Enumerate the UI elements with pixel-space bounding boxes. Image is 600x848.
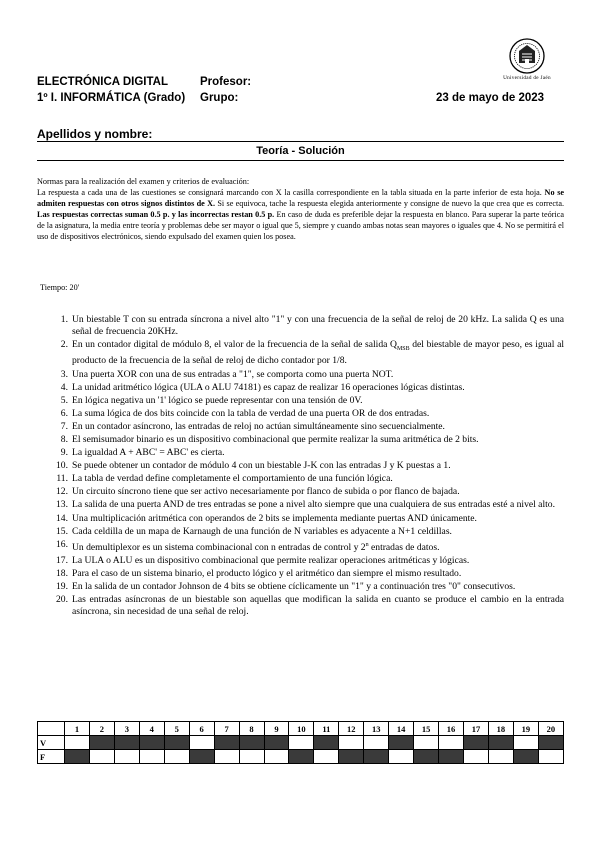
question-number: 10. xyxy=(56,460,68,472)
answer-number-cell: 9 xyxy=(264,722,289,736)
answer-number-cell: 3 xyxy=(114,722,139,736)
answer-number-cell: 12 xyxy=(339,722,364,736)
question-item xyxy=(37,339,564,367)
question-text: Para el caso de un sistema binario, el producto lógico y el aritmético dan siempre el mismo resultado. xyxy=(72,568,462,580)
answer-number-cell: 2 xyxy=(89,722,114,736)
answer-cell[interactable] xyxy=(439,750,464,764)
answer-row-v xyxy=(38,736,564,750)
question-number: 3. xyxy=(60,368,68,380)
answer-cell[interactable] xyxy=(264,750,289,764)
answer-cell[interactable] xyxy=(464,750,489,764)
question-number: 9. xyxy=(60,447,68,459)
question-text: Las entradas asíncronas de un biestable son aquellas que modifican la salida en cuanto se produce el cambio en la entrada asíncrona, sin necesidad de una señal de reloj. xyxy=(72,594,564,618)
answer-cell[interactable] xyxy=(239,750,264,764)
answer-cell[interactable] xyxy=(189,750,214,764)
question-text: En lógica negativa un '1' lógico se puede representar con una tensión de 0V. xyxy=(72,394,363,406)
answer-cell[interactable] xyxy=(538,736,563,750)
section-title: Teoría - Solución xyxy=(256,145,345,157)
answer-cell[interactable] xyxy=(513,736,538,750)
question-text: Un biestable T con su entrada síncrona a nivel alto "1" y con una frecuencia de la señal de reloj de 20 kHz. La salida Q es una señal de frecuencia 20KHz. xyxy=(72,314,564,338)
degree-title: 1º I. INFORMÁTICA (Grado) xyxy=(37,92,186,104)
question-item xyxy=(37,526,564,538)
question-item xyxy=(37,513,564,525)
question-text: En un contador digital de módulo 8, el valor de la frecuencia de la señal de salida Q xyxy=(72,339,397,351)
answer-cell[interactable] xyxy=(114,736,139,750)
question-item xyxy=(37,434,564,446)
question-text: Un demultiplexor es un sistema combinacional con n entradas de control y 2 xyxy=(72,541,366,553)
answer-cell[interactable] xyxy=(264,736,289,750)
question-item xyxy=(37,421,564,433)
answer-cell[interactable] xyxy=(164,750,189,764)
answer-row-label: V xyxy=(38,736,65,750)
answer-number-cell: 1 xyxy=(65,722,90,736)
answer-row-f xyxy=(38,750,564,764)
question-text: Se puede obtener un contador de módulo 4 con un biestable J-K con las entradas J y K puestas a 1. xyxy=(72,460,451,472)
question-number: 14. xyxy=(56,512,68,524)
question-number: 5. xyxy=(60,394,68,406)
answer-number-cell: 15 xyxy=(414,722,439,736)
answer-number-cell: 13 xyxy=(364,722,389,736)
question-text: La salida de una puerta AND de tres entradas se pone a nivel alto siempre que una cualquiera de sus entradas esté a nivel alto. xyxy=(72,499,555,511)
answer-cell[interactable] xyxy=(65,736,90,750)
answer-cell[interactable] xyxy=(364,750,389,764)
course-title: ELECTRÓNICA DIGITAL xyxy=(37,76,168,88)
question-number: 7. xyxy=(60,420,68,432)
answer-number-cell: 6 xyxy=(189,722,214,736)
answer-number-cell: 14 xyxy=(389,722,414,736)
answer-cell[interactable] xyxy=(89,736,114,750)
answer-cell[interactable] xyxy=(289,750,314,764)
answer-header-row xyxy=(38,722,564,736)
answer-corner-cell xyxy=(38,722,65,736)
question-item xyxy=(37,555,564,567)
answer-table xyxy=(37,721,564,764)
question-item xyxy=(37,395,564,407)
group-label: Grupo: xyxy=(200,92,239,104)
answer-cell[interactable] xyxy=(139,736,164,750)
answer-cell[interactable] xyxy=(239,736,264,750)
question-text: La tabla de verdad define completamente el comportamiento de una función lógica. xyxy=(72,473,393,485)
rules-text-e: En caso de duda es preferible dejar la respuesta en blanco. Para superar la parte teórica de la asignatura, la media entre teoría y problemas debe ser mayor o igual que 5, siempre y cuando ambas notas sean mayores o iguales que 4. No se permitirá el uso de dispositivos electrónicos, siendo expulsado del examen quien los posea. xyxy=(37,210,565,241)
question-item xyxy=(37,486,564,498)
answer-cell[interactable] xyxy=(439,736,464,750)
rules-text-c: Si se equivoca, tache la respuesta elegida anteriormente y consigne de nuevo la que crea que es correcta. xyxy=(217,199,564,208)
answer-cell[interactable] xyxy=(364,736,389,750)
q16-rest: entradas de datos. xyxy=(368,541,440,553)
question-text: Una multiplicación aritmética con operandos de 2 bits se implementa mediante puertas AND únicamente. xyxy=(72,512,477,524)
question-item xyxy=(37,473,564,485)
question-text: El semisumador binario es un dispositivo combinacional que permite realizar la suma aritmética de 2 bits. xyxy=(72,433,479,445)
answer-cell[interactable] xyxy=(339,736,364,750)
answer-row-label: F xyxy=(38,750,65,764)
question-item xyxy=(37,369,564,381)
answer-number-cell: 8 xyxy=(239,722,264,736)
answer-number-cell: 17 xyxy=(464,722,489,736)
time-limit: Tiempo: 20' xyxy=(40,283,80,292)
name-line xyxy=(37,141,564,142)
section-divider xyxy=(37,160,564,161)
answer-cell[interactable] xyxy=(538,750,563,764)
question-number: 4. xyxy=(60,381,68,393)
answer-cell[interactable] xyxy=(89,750,114,764)
q2-subscript: MSB xyxy=(396,346,410,353)
question-text: La igualdad A + ABC' = ABC' es cierta. xyxy=(72,447,225,459)
question-text: Un circuito síncrono tiene que ser activo necesariamente por flanco de subida o por flanco de bajada. xyxy=(72,486,460,498)
answer-cell[interactable] xyxy=(214,750,239,764)
rules-text-d: Las respuestas correctas suman 0.5 p. y las incorrectas restan 0.5 p. xyxy=(37,210,275,219)
question-text: En un contador asíncrono, las entradas de reloj no actúan simultáneamente sino secuencialmente. xyxy=(72,420,445,432)
question-text: Una puerta XOR con una de sus entradas a "1", se comporta como una puerta NOT. xyxy=(72,368,394,380)
question-number: 18. xyxy=(56,568,68,580)
question-number: 11. xyxy=(56,473,68,485)
answer-number-cell: 18 xyxy=(488,722,513,736)
answer-cell[interactable] xyxy=(488,736,513,750)
answer-number-cell: 10 xyxy=(289,722,314,736)
question-number: 2. xyxy=(60,339,68,351)
question-number: 8. xyxy=(60,433,68,445)
answer-cell[interactable] xyxy=(339,750,364,764)
answer-cell[interactable] xyxy=(189,736,214,750)
question-item xyxy=(37,382,564,394)
rules-title: Normas para la realización del examen y criterios de evaluación: xyxy=(37,177,250,186)
question-number: 16. xyxy=(56,538,68,550)
question-item xyxy=(37,460,564,472)
university-name: Universidad de Jaén xyxy=(503,75,551,81)
question-number: 13. xyxy=(56,499,68,511)
answer-cell[interactable] xyxy=(464,736,489,750)
question-item xyxy=(37,314,564,338)
professor-label: Profesor: xyxy=(200,76,252,88)
question-item xyxy=(37,447,564,459)
answer-number-cell: 7 xyxy=(214,722,239,736)
answer-cell[interactable] xyxy=(65,750,90,764)
question-item xyxy=(37,539,564,554)
question-number: 15. xyxy=(56,525,68,537)
question-item xyxy=(37,568,564,580)
answer-cell[interactable] xyxy=(164,736,189,750)
university-logo xyxy=(494,38,560,81)
q2-rest: del biestable de mayor peso, es igual al producto de la frecuencia de la señal de reloj de dicho contador por 1/8. xyxy=(72,339,564,367)
answer-number-cell: 11 xyxy=(314,722,339,736)
rules-text-b: No se admiten respuestas con otros signos distintos de X. xyxy=(37,188,565,208)
answer-cell[interactable] xyxy=(214,736,239,750)
question-item xyxy=(37,499,564,511)
question-number: 12. xyxy=(56,486,68,498)
answer-number-cell: 4 xyxy=(139,722,164,736)
university-seal-icon xyxy=(509,38,545,74)
answer-cell[interactable] xyxy=(488,750,513,764)
question-list xyxy=(37,314,564,620)
question-item xyxy=(37,581,564,593)
question-text: La suma lógica de dos bits coincide con la tabla de verdad de una puerta OR de dos entradas. xyxy=(72,407,430,419)
name-label: Apellidos y nombre: xyxy=(37,127,153,141)
answer-cell[interactable] xyxy=(414,736,439,750)
answer-cell[interactable] xyxy=(114,750,139,764)
answer-cell[interactable] xyxy=(289,736,314,750)
answer-number-cell: 5 xyxy=(164,722,189,736)
answer-cell[interactable] xyxy=(513,750,538,764)
answer-cell[interactable] xyxy=(139,750,164,764)
exam-date: 23 de mayo de 2023 xyxy=(436,92,545,104)
question-text: La unidad aritmético lógica (ULA o ALU 74181) es capaz de realizar 16 operaciones lógicas distintas. xyxy=(72,381,465,393)
question-number: 17. xyxy=(56,555,68,566)
rules-text-a: La respuesta a cada una de las cuestiones se consignará marcando con X la casilla correspondiente en la tabla situada en la parte inferior de esta hoja. xyxy=(37,188,542,197)
answer-cell[interactable] xyxy=(389,736,414,750)
question-number: 20. xyxy=(56,594,68,606)
answer-cell[interactable] xyxy=(314,750,339,764)
answer-number-cell: 20 xyxy=(538,722,563,736)
rules-text xyxy=(37,187,564,242)
answer-number-cell: 19 xyxy=(513,722,538,736)
exam-rules xyxy=(37,176,564,242)
question-number: 19. xyxy=(56,581,68,593)
question-text: Cada celdilla de un mapa de Karnaugh de una función de N variables es adyacente a N+1 celdillas. xyxy=(72,525,452,537)
question-number: 1. xyxy=(60,314,68,325)
question-text: En la salida de un contador Johnson de 4 bits se obtiene cíclicamente un "1" y a continuación tres "0" consecutivos. xyxy=(72,581,516,593)
answer-cell[interactable] xyxy=(314,736,339,750)
answer-cell[interactable] xyxy=(389,750,414,764)
question-number: 6. xyxy=(60,407,68,419)
question-item xyxy=(37,594,564,618)
answer-cell[interactable] xyxy=(414,750,439,764)
question-text: La ULA o ALU es un dispositivo combinacional que permite realizar operaciones aritméticas y lógicas. xyxy=(72,555,470,566)
question-item xyxy=(37,408,564,420)
q16-superscript: n xyxy=(365,541,369,548)
answer-number-cell: 16 xyxy=(439,722,464,736)
